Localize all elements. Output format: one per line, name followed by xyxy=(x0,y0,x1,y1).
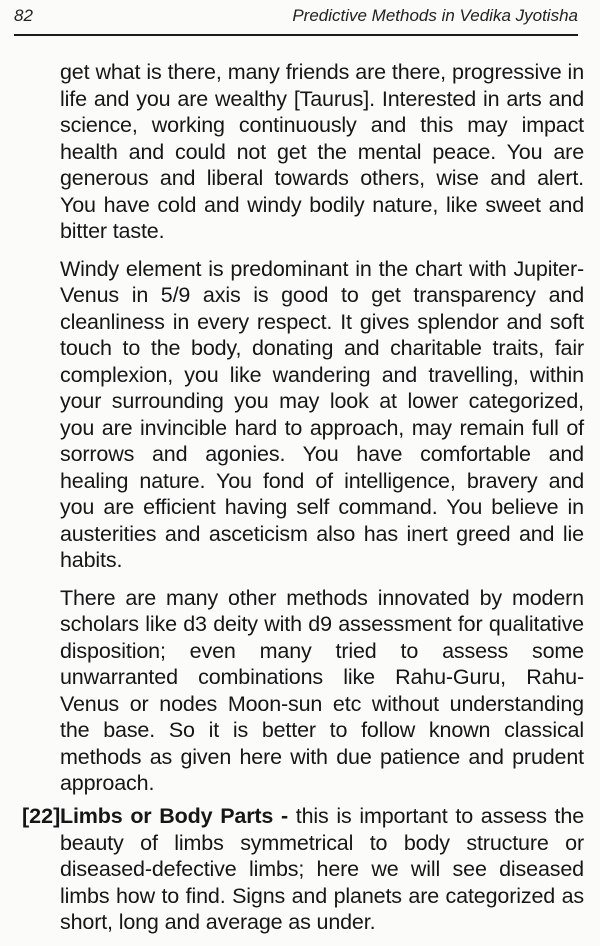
page-number: 82 xyxy=(14,6,33,25)
running-title: Predictive Methods in Vedika Jyotisha xyxy=(292,6,578,25)
paragraph: get what is there, many friends are there, progressive in life and you are wealthy [Taurus]. Interested in arts and science, working continuously and this may impact health and could not get the mental peace. You are generous and liberal towards others, wise and alert. You have cold and windy bodily nature, like sweet and bitter taste. xyxy=(60,60,584,243)
numbered-item xyxy=(22,803,584,936)
page-header xyxy=(14,4,578,34)
item-number: [22] xyxy=(22,804,61,828)
paragraph: There are many other methods innovated by modern scholars like d3 deity with d9 assessment for qualitative disposition; even many tried to assess some unwarranted combinations like Rahu-Guru, Rahu-Venus or nodes Moon-sun etc without understanding the base. So it is better to follow known classical methods as given here with due patience and prudent approach. xyxy=(60,585,584,795)
item-body xyxy=(60,803,584,936)
header-rule xyxy=(14,34,578,36)
item-heading: Limbs or Body Parts - xyxy=(60,804,288,828)
item-text: this is important to assess the beauty of limbs symmetrical to body structure or diseased-defective limbs; here we will see diseased limbs how to find. Signs and planets are categorized as short, long and average as under. xyxy=(60,804,584,934)
paragraph: Windy element is predominant in the chart with Jupiter-Venus in 5/9 axis is good to get transparency and cleanliness in every respect. It gives splendor and soft touch to the body, donating and charitable traits, fair complexion, you like wandering and travelling, within your surrounding you may look at lower categorized, you are invincible hard to approach, may remain full of sorrows and agonies. You have comfortable and healing nature. You fond of intelligence, bravery and you are efficient having self command. You believe in austerities and asceticism also has inert greed and lie habits. xyxy=(60,256,584,572)
body-text xyxy=(60,59,584,808)
